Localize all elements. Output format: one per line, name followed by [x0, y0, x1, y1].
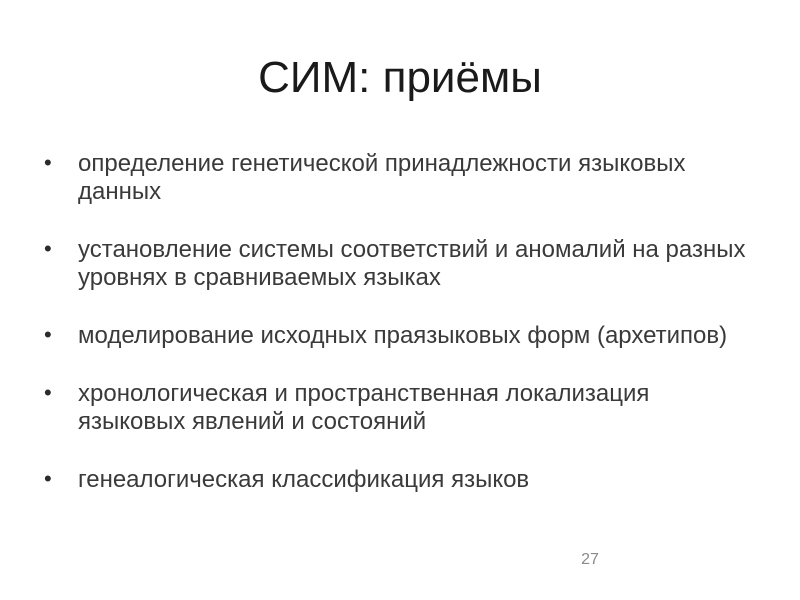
bullet-text: определение генетической принадлежности языковых данных — [78, 150, 686, 205]
bullet-text: генеалогическая классификация языков — [78, 466, 530, 493]
list-item — [40, 466, 760, 494]
bullet-text: установление системы соответствий и аномалий на разных уровнях в сравниваемых языках — [78, 236, 746, 291]
bullet-icon: • — [44, 322, 52, 347]
slide-title: СИМ: приёмы — [258, 53, 542, 102]
bullet-list — [40, 150, 760, 524]
list-item — [40, 380, 760, 436]
bullet-icon: • — [44, 150, 52, 175]
page-number: 27 — [581, 551, 599, 568]
bullet-icon: • — [44, 236, 52, 261]
bullet-text: хронологическая и пространственная локализация языковых явлений и состояний — [78, 380, 650, 435]
list-item — [40, 322, 760, 350]
bullet-icon: • — [44, 380, 52, 405]
list-item — [40, 236, 760, 292]
list-item — [40, 150, 760, 206]
bullet-text: моделирование исходных праязыковых форм (архетипов) — [78, 322, 728, 349]
bullet-icon: • — [44, 466, 52, 491]
